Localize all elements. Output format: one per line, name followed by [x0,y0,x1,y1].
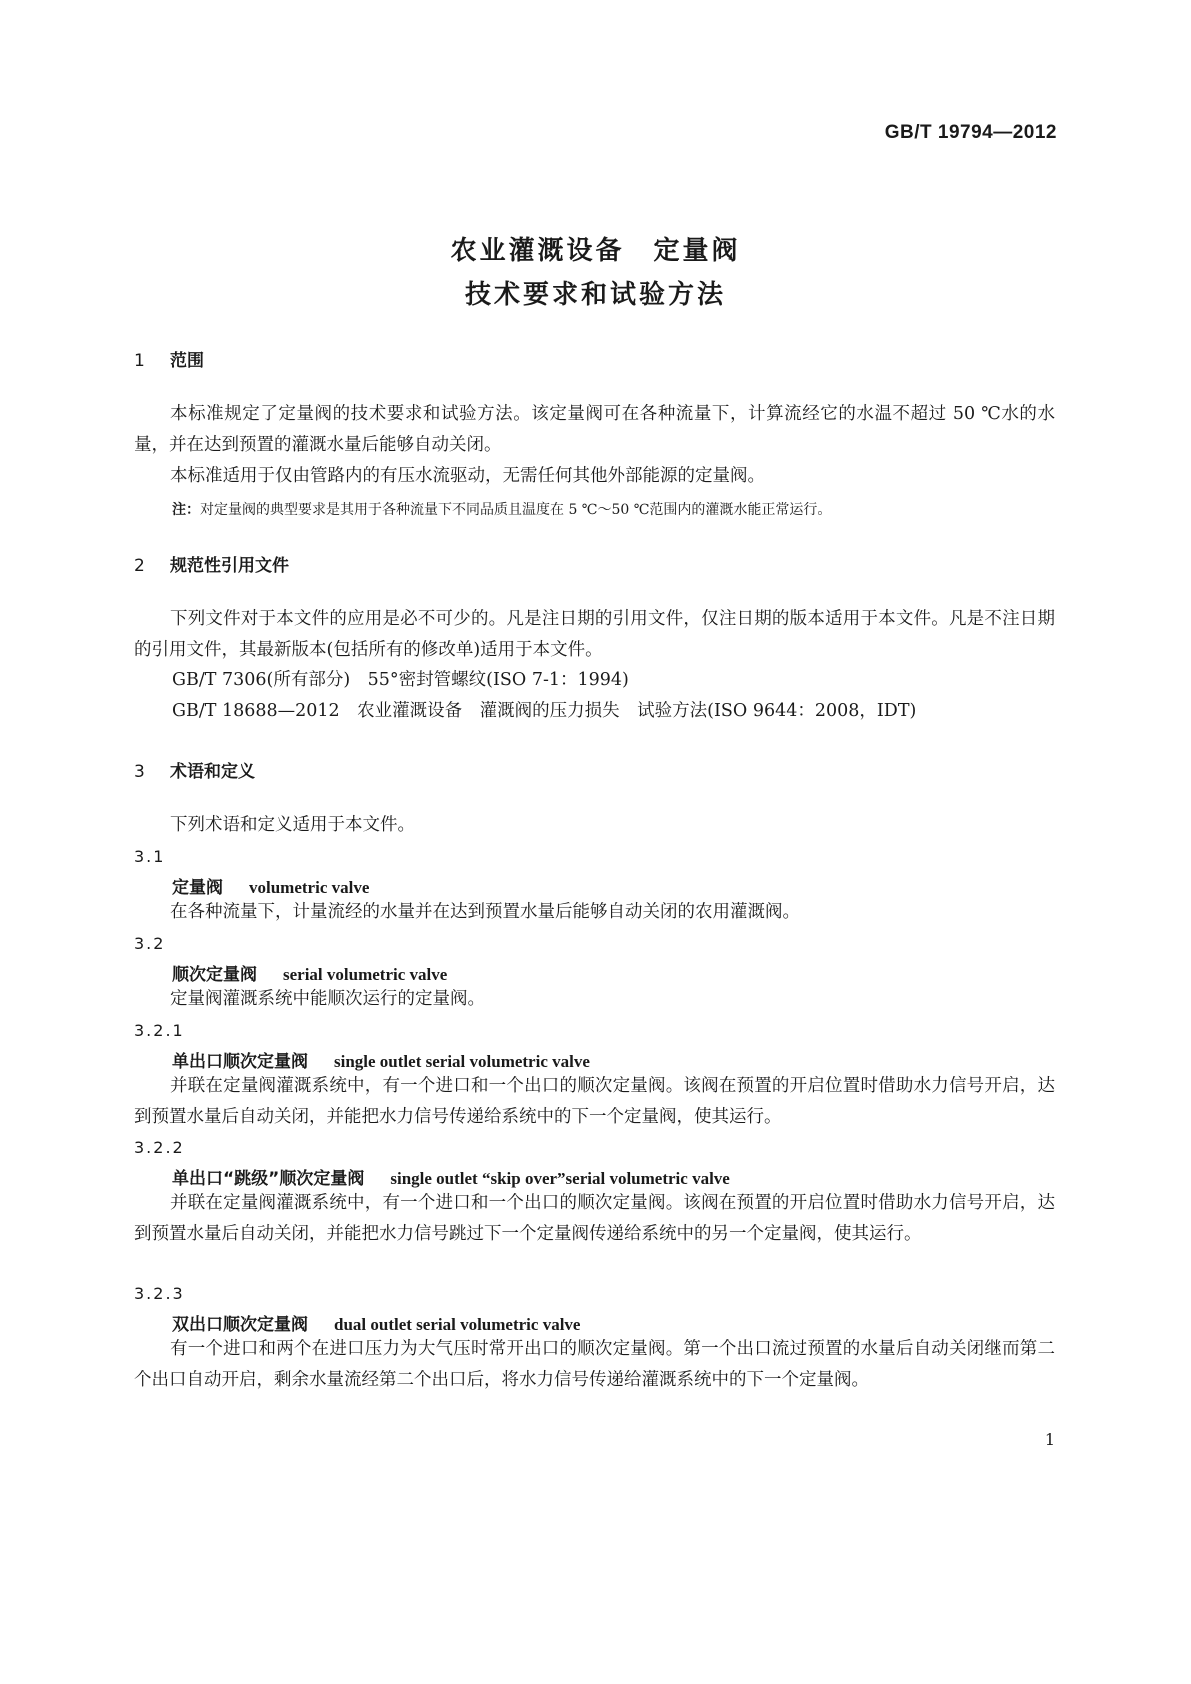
document-title-line1: 农业灌溉设备 定量阀 [450,236,741,266]
term-en: dual outlet serial volumetric valve [334,1315,581,1334]
term-number-3-2-1: 3.2.1 [134,1021,185,1040]
section-1-paragraph-1: 本标准规定了定量阀的技术要求和试验方法。该定量阀可在各种流量下，计算流经它的水温不超过 50 ℃水的水量，并在达到预置的灌溉水量后能够自动关闭。 [134,404,1055,455]
term-3-2-2 [172,1164,730,1189]
section-1-paragraph-2: 本标准适用于仅由管路内的有压水流驱动，无需任何其他外部能源的定量阀。 [170,466,765,486]
document-title-line2: 技术要求和试验方法 [464,280,726,310]
term-zh: 顺次定量阀 [172,965,257,985]
term-number-3-2-3: 3.2.3 [134,1284,185,1303]
term-zh: 双出口顺次定量阀 [172,1315,308,1335]
term-en: volumetric valve [249,878,370,897]
term-en: single outlet “skip over”serial volumetric valve [390,1169,730,1188]
note-label: 注： [172,502,200,518]
term-number-3-2: 3.2 [134,934,166,953]
term-3-2-3 [172,1310,580,1335]
term-3-1 [172,873,369,898]
section-title: 范围 [170,351,204,371]
term-zh: 定量阀 [172,878,223,898]
term-3-2-2-definition: 并联在定量阀灌溉系统中，有一个进口和一个出口的顺次定量阀。该阀在预置的开启位置时借助水力信号开启，达到预置水量后自动关闭，并能把水力信号跳过下一个定量阀传递给系统中的另一个定量阀，使其运行。 [134,1193,1055,1244]
normative-reference-2: GB/T 18688—2012 农业灌溉设备 灌溉阀的压力损失 试验方法(ISO 9644：2008，IDT) [172,701,917,721]
section-2-heading [134,551,289,576]
term-en: serial volumetric valve [283,965,448,984]
term-3-2-3-definition: 有一个进口和两个在进口压力为大气压时常开出口的顺次定量阀。第一个出口流过预置的水量后自动关闭继而第二个出口自动开启，剩余水量流经第二个出口后，将水力信号传递给灌溉系统中的下一个定量阀。 [134,1339,1055,1390]
term-number-3-1: 3.1 [134,847,166,866]
section-number: 3 [134,762,145,782]
note-text: 对定量阀的典型要求是其用于各种流量下不同品质且温度在 5 ℃～50 ℃范围内的灌溉水能正常运行。 [200,502,832,518]
section-3-paragraph-1: 下列术语和定义适用于本文件。 [170,815,415,835]
page-number: 1 [1044,1430,1055,1449]
section-title: 规范性引用文件 [170,556,289,576]
section-number: 1 [134,351,145,371]
term-3-2-1 [172,1047,590,1072]
section-2-paragraph-1: 下列文件对于本文件的应用是必不可少的。凡是注日期的引用文件，仅注日期的版本适用于本文件。凡是不注日期的引用文件，其最新版本(包括所有的修改单)适用于本文件。 [134,609,1055,660]
term-3-2-1-definition: 并联在定量阀灌溉系统中，有一个进口和一个出口的顺次定量阀。该阀在预置的开启位置时借助水力信号开启，达到预置水量后自动关闭，并能把水力信号传递给系统中的下一个定量阀，使其运行。 [134,1076,1055,1127]
section-1-heading [134,346,204,371]
term-en: single outlet serial volumetric valve [334,1052,590,1071]
term-3-2-definition: 定量阀灌溉系统中能顺次运行的定量阀。 [170,989,485,1009]
term-3-2 [172,960,447,985]
section-number: 2 [134,556,145,576]
standard-code: GB/T 19794—2012 [884,122,1057,143]
section-3-heading [134,757,255,782]
section-1-note [172,499,1062,519]
term-3-1-definition: 在各种流量下，计量流经的水量并在达到预置水量后能够自动关闭的农用灌溉阀。 [170,902,800,922]
normative-reference-1: GB/T 7306(所有部分) 55°密封管螺纹(ISO 7-1：1994) [172,670,629,690]
term-zh: 单出口“跳级”顺次定量阀 [172,1169,365,1189]
term-number-3-2-2: 3.2.2 [134,1138,185,1157]
section-title: 术语和定义 [170,762,255,782]
term-zh: 单出口顺次定量阀 [172,1052,308,1072]
